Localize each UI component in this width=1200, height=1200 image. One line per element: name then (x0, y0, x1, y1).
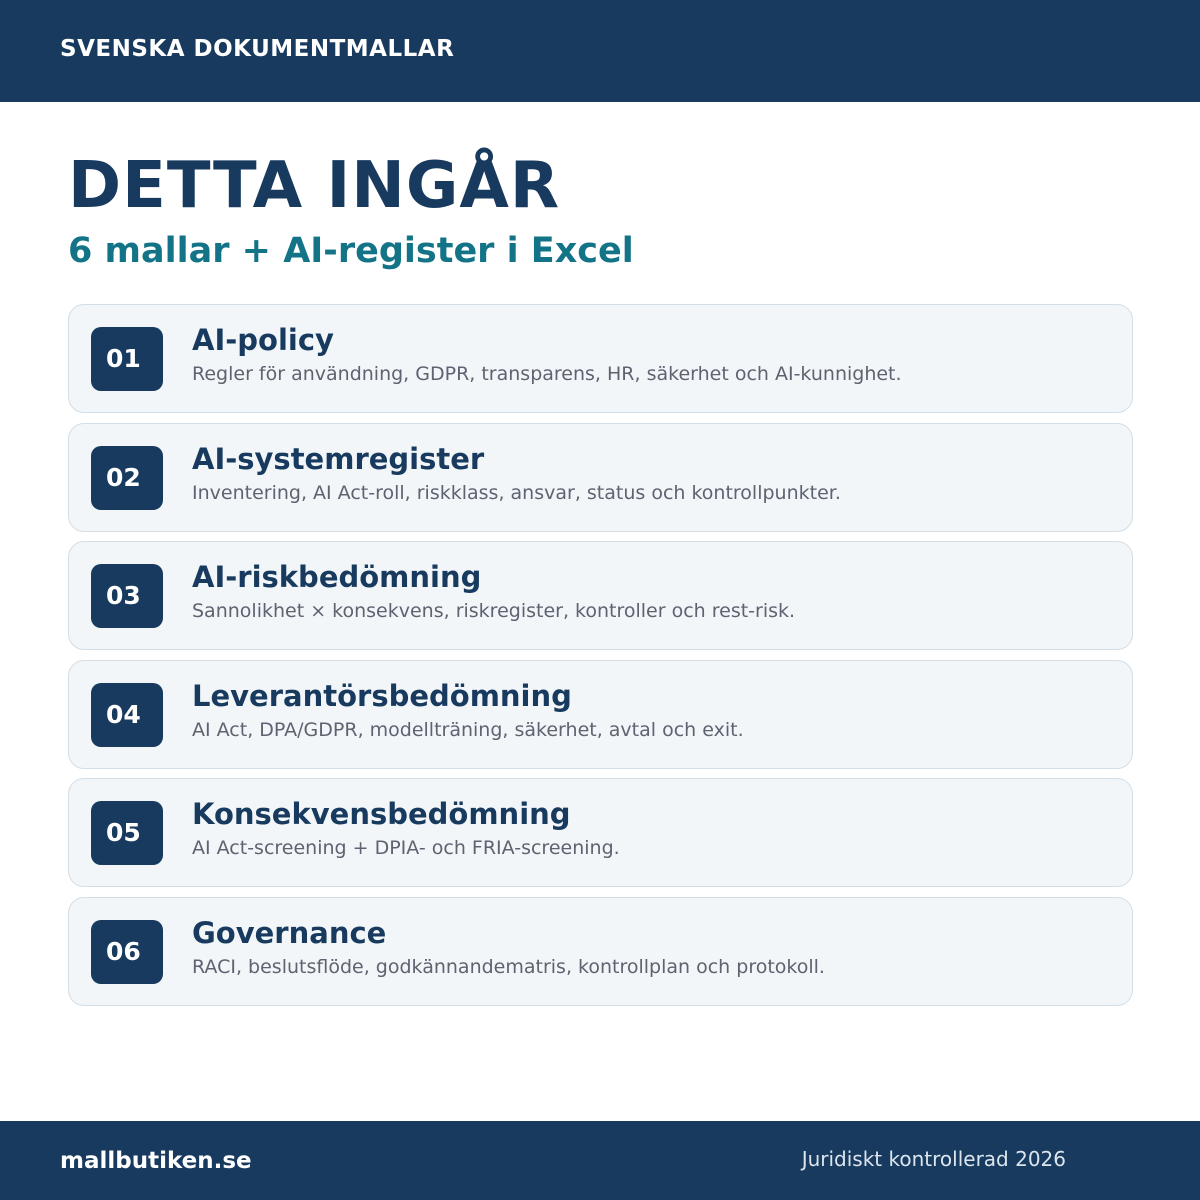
footer-bar (0, 1121, 1200, 1200)
page-title: DETTA INGÅR (68, 149, 561, 223)
number-badge (91, 564, 163, 628)
template-card-01 (68, 304, 1133, 413)
template-list (68, 304, 1133, 1015)
top-banner (0, 0, 1200, 102)
number-badge (91, 801, 163, 865)
number-badge (91, 446, 163, 510)
template-title: AI-riskbedömning (192, 560, 482, 594)
template-description: Sannolikhet × konsekvens, riskregister, kontroller och rest-risk. (192, 600, 796, 622)
template-description: Inventering, AI Act-roll, riskklass, ansvar, status och kontrollpunkter. (192, 481, 841, 504)
footer-note: Juridiskt kontrollerad 2026 (801, 1147, 1066, 1171)
template-title: Konsekvensbedömning (192, 797, 571, 831)
template-card-03 (68, 541, 1133, 650)
number-badge-label: 06 (106, 936, 141, 966)
number-badge-label: 05 (106, 818, 141, 847)
template-description: RACI, beslutsflöde, godkännandematris, kontrollplan och protokoll. (192, 955, 825, 978)
brand-name: SVENSKA DOKUMENTMALLAR (60, 36, 455, 62)
template-title: Governance (192, 915, 387, 950)
number-badge-label: 02 (106, 462, 141, 492)
template-description: Regler för användning, GDPR, transparens, HR, säkerhet och AI-kunnighet. (192, 363, 902, 385)
template-card-02 (68, 423, 1133, 532)
number-badge (91, 327, 163, 391)
template-card-04 (68, 660, 1133, 769)
template-title: AI-policy (192, 323, 334, 357)
template-description: AI Act-screening + DPIA- och FRIA-screening. (192, 837, 620, 859)
template-description: AI Act, DPA/GDPR, modellträning, säkerhet, avtal och exit. (192, 718, 744, 741)
template-title: AI-systemregister (192, 441, 485, 476)
number-badge-label: 04 (106, 699, 141, 729)
number-badge (91, 920, 163, 984)
template-card-05 (68, 778, 1133, 887)
number-badge (91, 683, 163, 747)
number-badge-label: 01 (106, 344, 141, 373)
number-badge-label: 03 (106, 581, 141, 610)
page-subtitle: 6 mallar + AI-register i Excel (68, 231, 634, 271)
footer-site-link[interactable]: mallbutiken.se (60, 1148, 252, 1174)
template-card-06 (68, 897, 1133, 1006)
template-title: Leverantörsbedömning (192, 678, 572, 713)
